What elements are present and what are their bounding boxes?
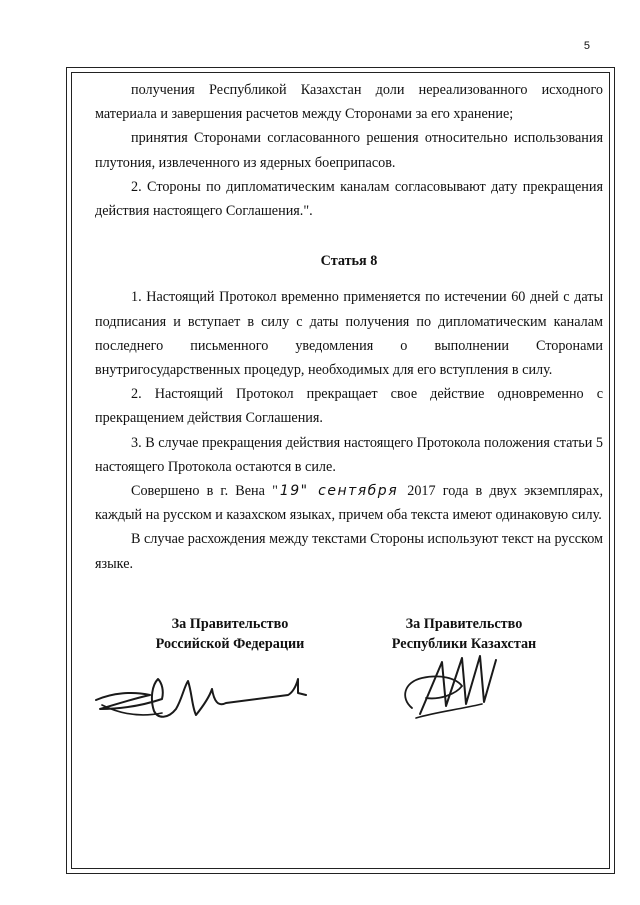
signatory-line: Российской Федерации (155, 636, 305, 652)
article-heading: Статья 8 (320, 253, 378, 270)
handwritten-date: 19" сентября (279, 483, 399, 500)
signatory-line: За Правительство (171, 616, 289, 632)
paragraph: получения Республикой Казахстан доли нереализованного исходного материала и завершения расчетов между Сторонами за его хранение; (95, 82, 603, 123)
paragraph: 3. В случае прекращения действия настоящего Протокола положения статьи 5 настоящего Протокола остаются в силе. (95, 434, 603, 475)
signing-place-text: Совершено в г. Вена " (131, 483, 278, 500)
page-number: 5 (583, 40, 590, 52)
signature-russia (92, 665, 322, 735)
signature-kazakhstan (396, 648, 516, 728)
paragraph: 1. Настоящий Протокол временно применяется по истечении 60 дней с даты подписания и вступает в силу с даты получения по дипломатическим каналам последнего письменного уведомления о выполнении Сторонами внутригосударственных процедур, необходимых для его вступления в силу. (95, 289, 603, 379)
paragraph-signing-place (95, 479, 603, 527)
signing-place-rest: 2017 года в двух экземплярах, каждый на русском и казахском языках, причем оба текста имеют одинаковую силу. (95, 483, 603, 524)
paragraph: В случае расхождения между текстами Стороны используют текст на русском языке. (95, 531, 604, 572)
paragraph: 2. Стороны по дипломатическим каналам согласовывают дату прекращения действия настоящего Соглашения.". (95, 178, 603, 220)
document-body (95, 78, 603, 576)
signatory-line: Республики Казахстан (391, 636, 537, 652)
paragraph: принятия Сторонами согласованного решения относительно использования плутония, извлеченного из ядерных боеприпасов. (95, 130, 603, 171)
signatory-russia (120, 614, 340, 654)
paragraph: 2. Настоящий Протокол прекращает свое действие одновременно с прекращением действия Соглашения. (95, 386, 603, 427)
signatory-line: За Правительство (405, 616, 523, 632)
